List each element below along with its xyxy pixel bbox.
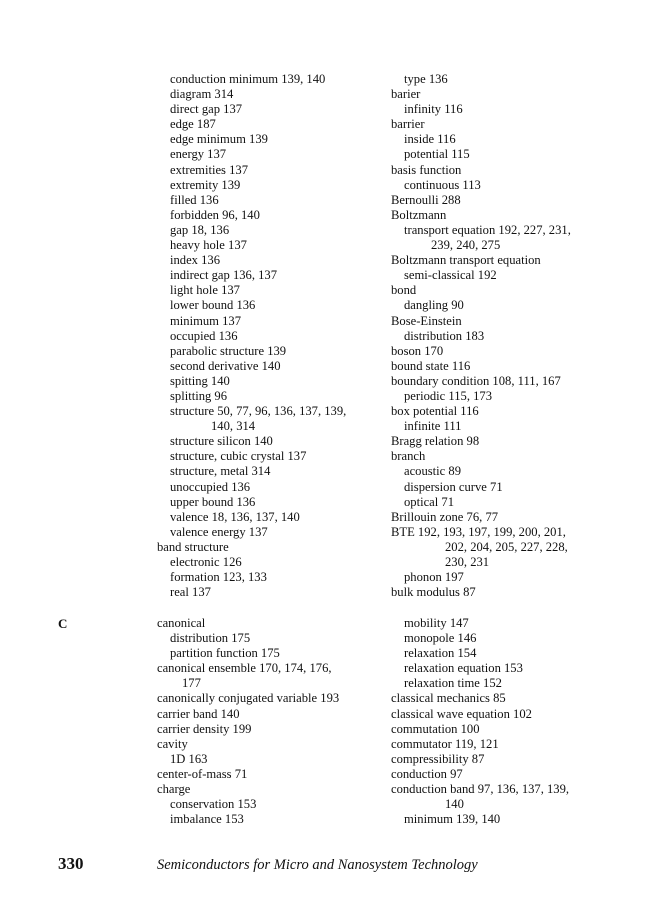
index-subentry: real 137	[170, 585, 211, 600]
index-entry: bulk modulus 87	[391, 585, 476, 600]
index-subentry: heavy hole 137	[170, 238, 247, 253]
index-subentry: minimum 137	[170, 313, 242, 328]
index-subentry: diagram 314	[170, 87, 234, 102]
index-entry: box potential 116	[391, 404, 479, 419]
index-entry: Boltzmann transport equation	[391, 253, 541, 268]
index-subentry: optical 71	[404, 494, 455, 509]
index-entry: barier	[391, 87, 421, 102]
page-number: 330	[58, 854, 84, 873]
index-subentry: structure, metal 314	[170, 464, 271, 479]
index-subentry: infinite 111	[404, 419, 462, 434]
index-entry: canonical ensemble 170, 174, 176,	[157, 661, 332, 676]
index-entry-continuation: 177	[182, 676, 201, 691]
index-subentry: inside 116	[404, 132, 456, 147]
index-subentry: partition function 175	[170, 646, 280, 661]
book-title: Semiconductors for Micro and Nanosystem Technology	[157, 857, 478, 873]
index-column-bottom-left	[157, 616, 339, 827]
index-entry-continuation: 239, 240, 275	[431, 238, 501, 253]
index-entry: basis function	[391, 162, 462, 177]
index-subentry: conduction minimum 139, 140	[170, 72, 326, 86]
index-entry: canonically conjugated variable 193	[157, 691, 340, 706]
index-subentry: occupied 136	[170, 328, 238, 343]
index-subentry: filled 136	[170, 192, 219, 207]
index-entry: canonical	[157, 616, 206, 630]
index-column-top-right	[391, 72, 571, 600]
index-subentry: 1D 163	[170, 751, 208, 766]
index-subentry: structure silicon 140	[170, 434, 273, 449]
index-entry: conduction 97	[391, 766, 463, 781]
index-subentry: valence 18, 136, 137, 140	[170, 509, 300, 524]
index-subentry: electronic 126	[170, 555, 242, 569]
index-entry-continuation: 140, 314	[211, 419, 256, 434]
index-subentry: minimum 139, 140	[404, 812, 501, 827]
index-subentry: monopole 146	[404, 631, 477, 646]
index-subentry: continuous 113	[404, 177, 481, 192]
index-entry: center-of-mass 71	[157, 766, 248, 781]
index-subentry: infinity 116	[404, 102, 463, 117]
index-entry: classical mechanics 85	[391, 691, 506, 706]
index-subentry: periodic 115, 173	[404, 388, 493, 403]
index-column-top-left	[157, 72, 346, 600]
index-subentry: extremities 137	[170, 162, 248, 177]
index-subentry: distribution 183	[404, 328, 485, 343]
index-entry: Bernoulli 288	[391, 192, 461, 207]
index-entry: boundary condition 108, 111, 167	[391, 373, 561, 388]
index-subentry: formation 123, 133	[170, 570, 267, 585]
index-entry-continuation: 140	[445, 797, 464, 812]
index-entry: barrier	[391, 117, 425, 132]
index-entry: Boltzmann	[391, 207, 447, 222]
index-entry: conduction band 97, 136, 137, 139,	[391, 782, 570, 797]
index-subentry: edge minimum 139	[170, 132, 268, 147]
index-subentry: energy 137	[170, 147, 227, 162]
index-subentry: direct gap 137	[170, 102, 243, 117]
index-entry: bond	[391, 283, 417, 298]
index-subentry: lower bound 136	[170, 298, 256, 313]
index-subentry: dangling 90	[404, 298, 464, 313]
index-subentry: relaxation time 152	[404, 676, 502, 691]
index-subentry: transport equation 192, 227, 231,	[404, 222, 571, 237]
index-subentry: relaxation equation 153	[404, 661, 523, 676]
index-entry: branch	[391, 449, 426, 464]
index-subentry: relaxation 154	[404, 646, 477, 661]
index-entry: carrier density 199	[157, 721, 252, 736]
index-subentry: imbalance 153	[170, 812, 244, 827]
index-entry-continuation: 230, 231	[445, 555, 490, 569]
index-subentry: parabolic structure 139	[170, 343, 287, 358]
index-subentry: valence energy 137	[170, 524, 268, 539]
index-subentry: spitting 140	[170, 373, 230, 388]
index-subentry: type 136	[404, 72, 448, 86]
index-entry: Brillouin zone 76, 77	[391, 509, 499, 524]
index-subentry: distribution 175	[170, 631, 251, 646]
section-letter: C	[58, 616, 68, 631]
index-entry: commutation 100	[391, 721, 480, 736]
index-subentry: forbidden 96, 140	[170, 207, 260, 222]
index-subentry: dispersion curve 71	[404, 479, 503, 494]
index-subentry: potential 115	[404, 147, 470, 162]
index-entry: boson 170	[391, 343, 444, 358]
index-subentry: upper bound 136	[170, 494, 256, 509]
index-entry: classical wave equation 102	[391, 706, 532, 721]
index-entry: carrier band 140	[157, 706, 240, 721]
index-subentry: structure, cubic crystal 137	[170, 449, 307, 464]
index-entry: BTE 192, 193, 197, 199, 200, 201,	[391, 524, 566, 539]
index-subentry: splitting 96	[170, 388, 228, 403]
index-entry: compressibility 87	[391, 751, 485, 766]
index-subentry: indirect gap 136, 137	[170, 268, 278, 283]
index-entry: Bose-Einstein	[391, 313, 462, 328]
index-entry: commutator 119, 121	[391, 736, 499, 751]
index-column-bottom-right	[391, 616, 569, 827]
index-entry: bound state 116	[391, 358, 471, 373]
index-subentry: index 136	[170, 253, 221, 268]
index-subentry: acoustic 89	[404, 464, 462, 479]
index-subentry: structure 50, 77, 96, 136, 137, 139,	[170, 404, 347, 419]
index-subentry: gap 18, 136	[170, 222, 230, 237]
index-entry: cavity	[157, 736, 188, 751]
index-entry: band structure	[157, 539, 229, 554]
index-subentry: phonon 197	[404, 570, 464, 585]
index-subentry: light hole 137	[170, 283, 240, 298]
index-subentry: second derivative 140	[170, 358, 281, 373]
index-subentry: edge 187	[170, 117, 216, 132]
index-subentry: semi-classical 192	[404, 268, 497, 283]
index-subentry: conservation 153	[170, 797, 257, 812]
index-entry-continuation: 202, 204, 205, 227, 228,	[445, 539, 568, 554]
index-entry: Bragg relation 98	[391, 434, 480, 449]
index-subentry: mobility 147	[404, 616, 469, 630]
index-subentry: unoccupied 136	[170, 479, 251, 494]
index-subentry: extremity 139	[170, 177, 241, 192]
index-entry: charge	[157, 782, 191, 797]
